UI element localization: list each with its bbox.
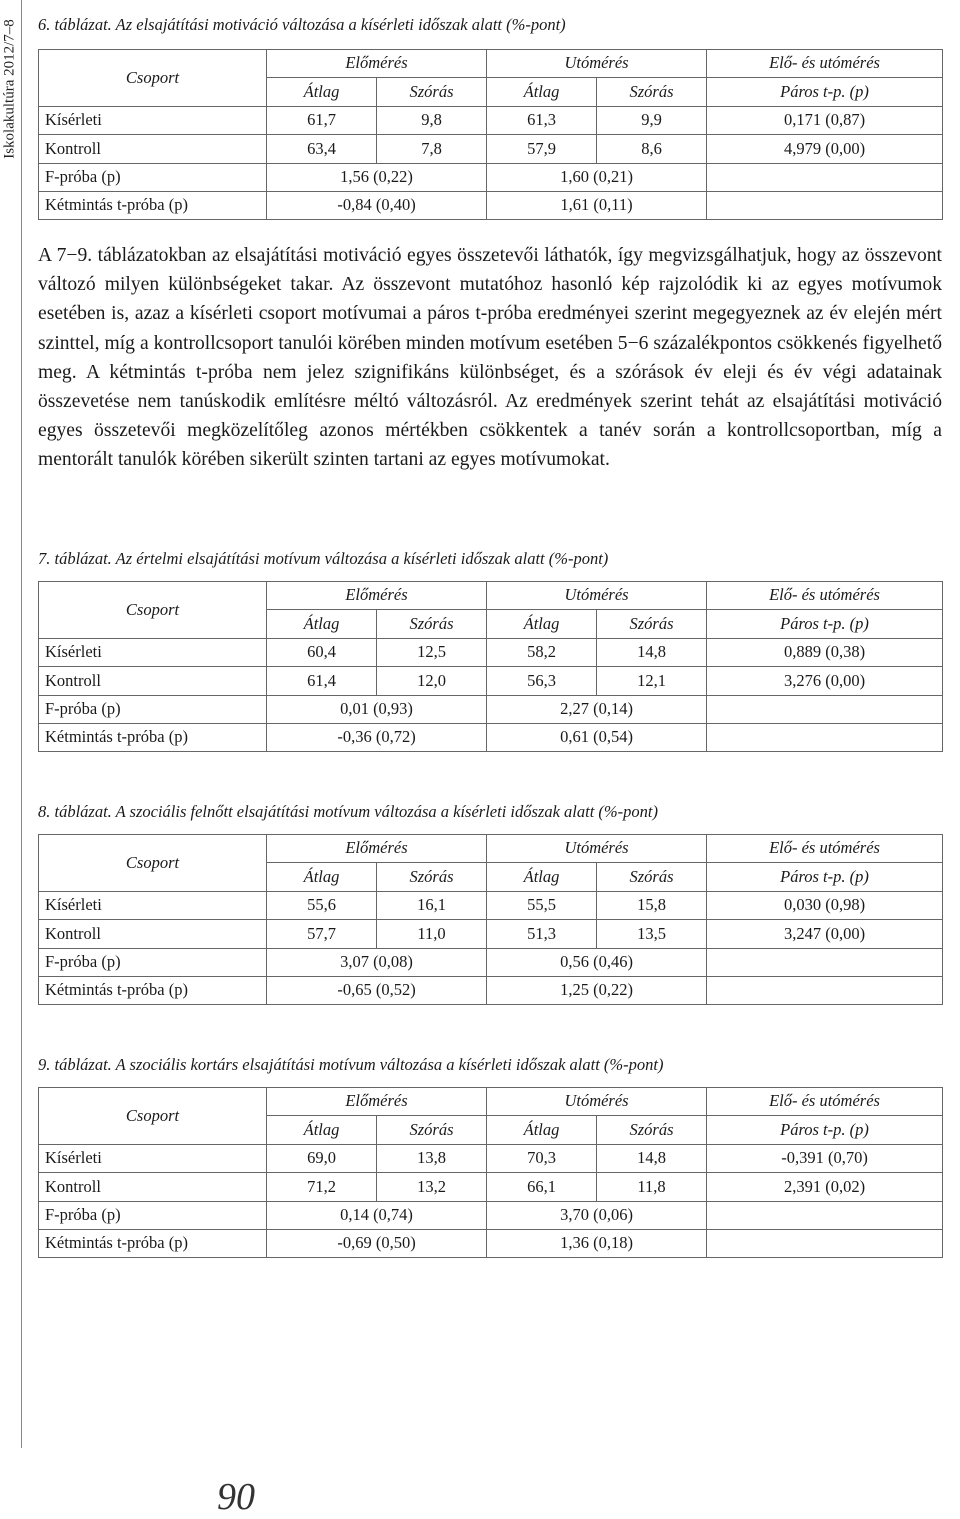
header-pre: Előmérés: [267, 1088, 487, 1116]
header-group: Csoport: [39, 50, 267, 107]
table-cell: 12,0: [377, 667, 487, 695]
table-cell: 3,07 (0,08): [267, 948, 487, 976]
table-cell: 56,3: [487, 667, 597, 695]
row-label: Kétmintás t-próba (p): [39, 723, 267, 751]
row-label: Kontroll: [39, 920, 267, 948]
table-7-caption: [38, 549, 942, 569]
table-row: [39, 191, 943, 219]
table-cell: 1,61 (0,11): [487, 191, 707, 219]
header-paired-t: Páros t-p. (p): [707, 1116, 943, 1144]
table-7-number: 7. táblázat.: [38, 549, 112, 568]
table-cell: 0,56 (0,46): [487, 948, 707, 976]
header-paired-t: Páros t-p. (p): [707, 78, 943, 106]
table-cell: 9,8: [377, 106, 487, 134]
header-prepost: Elő- és utómérés: [707, 582, 943, 610]
table-cell: 11,0: [377, 920, 487, 948]
table-cell: 57,9: [487, 135, 597, 163]
row-label: Kétmintás t-próba (p): [39, 976, 267, 1004]
header-pre: Előmérés: [267, 835, 487, 863]
table-cell-empty: [707, 191, 943, 219]
header-group: Csoport: [39, 582, 267, 639]
header-sd: Szórás: [597, 610, 707, 638]
table-8: [38, 834, 943, 1005]
table-cell: 2,391 (0,02): [707, 1173, 943, 1201]
table-cell: -0,65 (0,52): [267, 976, 487, 1004]
table-row: [39, 1229, 943, 1257]
header-prepost: Elő- és utómérés: [707, 50, 943, 78]
table-cell: 8,6: [597, 135, 707, 163]
row-label: Kísérleti: [39, 106, 267, 134]
table-6-caption: [38, 15, 942, 35]
table-row: [39, 835, 943, 863]
row-label: Kísérleti: [39, 891, 267, 919]
header-group: Csoport: [39, 1088, 267, 1145]
table-cell-empty: [707, 976, 943, 1004]
row-label: Kétmintás t-próba (p): [39, 1229, 267, 1257]
table-cell: 70,3: [487, 1144, 597, 1172]
header-post: Utómérés: [487, 582, 707, 610]
table-row: [39, 1144, 943, 1172]
table-9-caption: [38, 1055, 942, 1075]
table-cell: 7,8: [377, 135, 487, 163]
table-6-number: 6. táblázat.: [38, 15, 112, 34]
table-cell: 14,8: [597, 638, 707, 666]
table-cell: 63,4: [267, 135, 377, 163]
header-mean: Átlag: [487, 610, 597, 638]
table-cell: 61,4: [267, 667, 377, 695]
table-cell-empty: [707, 1201, 943, 1229]
table-row: [39, 891, 943, 919]
row-label: Kísérleti: [39, 638, 267, 666]
table-cell: 61,3: [487, 106, 597, 134]
table-cell: -0,69 (0,50): [267, 1229, 487, 1257]
table-8-caption: [38, 802, 942, 822]
header-mean: Átlag: [487, 1116, 597, 1144]
table-cell: 1,36 (0,18): [487, 1229, 707, 1257]
header-mean: Átlag: [267, 863, 377, 891]
table-cell: 9,9: [597, 106, 707, 134]
header-mean: Átlag: [267, 1116, 377, 1144]
table-cell-empty: [707, 695, 943, 723]
table-row: [39, 1173, 943, 1201]
table-cell: 16,1: [377, 891, 487, 919]
table-cell: 13,8: [377, 1144, 487, 1172]
header-post: Utómérés: [487, 835, 707, 863]
table-cell: 60,4: [267, 638, 377, 666]
header-sd: Szórás: [597, 78, 707, 106]
table-6-title: Az elsajátítási motiváció változása a kísérleti időszak alatt (%-pont): [115, 15, 566, 34]
row-label: F-próba (p): [39, 163, 267, 191]
table-cell: 0,171 (0,87): [707, 106, 943, 134]
row-label: F-próba (p): [39, 695, 267, 723]
header-prepost: Elő- és utómérés: [707, 1088, 943, 1116]
table-cell: 2,27 (0,14): [487, 695, 707, 723]
table-cell: 57,7: [267, 920, 377, 948]
table-row: [39, 976, 943, 1004]
header-pre: Előmérés: [267, 50, 487, 78]
header-group: Csoport: [39, 835, 267, 892]
body-paragraph: A 7−9. táblázatokban az elsajátítási motiváció egyes összetevői láthatók, így megvizsgálhatjuk, hogy az összevont változó milyen különbségeket takar. Az összevont mutatóhoz hasonló kép rajzolódik ki az egyes motívumok esetében is, azaz a kísérleti csoport motívumai a páros t-próba eredményei szerint megegyeznek az év elején mért szinttel, míg a kontrollcsoport tanulói körében minden motívum esetében 5−6 százalékpontos csökkenés figyelhető meg. A kétmintás t-próba nem jelez szignifikáns különbséget, és a szórások év eleji és év végi adatainak összevetése nem tanúskodik említésre méltó változásról. Az eredmények szerint tehát az elsajátítási motiváció egyes összetevői megközelítőleg azonos mértékben csökkentek a tanév során a kontrollcsoportban, míg a mentorált tanulók körében sikerült szinten tartani az egyes motívumokat.: [38, 245, 942, 471]
table-cell: 11,8: [597, 1173, 707, 1201]
header-paired-t: Páros t-p. (p): [707, 610, 943, 638]
table-8-title: A szociális felnőtt elsajátítási motívum változása a kísérleti időszak alatt (%-pont): [115, 802, 658, 821]
table-cell: 55,5: [487, 891, 597, 919]
table-cell: 71,2: [267, 1173, 377, 1201]
header-sd: Szórás: [377, 1116, 487, 1144]
header-mean: Átlag: [487, 863, 597, 891]
table-cell: 3,276 (0,00): [707, 667, 943, 695]
header-mean: Átlag: [267, 78, 377, 106]
table-cell-empty: [707, 723, 943, 751]
table-7: [38, 581, 943, 752]
table-cell: 3,247 (0,00): [707, 920, 943, 948]
table-cell: 69,0: [267, 1144, 377, 1172]
table-cell: 58,2: [487, 638, 597, 666]
table-cell-empty: [707, 163, 943, 191]
table-9: [38, 1087, 943, 1258]
table-cell: 4,979 (0,00): [707, 135, 943, 163]
table-row: [39, 948, 943, 976]
table-cell: 0,889 (0,38): [707, 638, 943, 666]
table-cell: 12,1: [597, 667, 707, 695]
table-cell: 51,3: [487, 920, 597, 948]
header-post: Utómérés: [487, 50, 707, 78]
table-row: [39, 638, 943, 666]
table-9-number: 9. táblázat.: [38, 1055, 112, 1074]
table-row: [39, 135, 943, 163]
header-sd: Szórás: [597, 1116, 707, 1144]
table-row: [39, 106, 943, 134]
table-row: [39, 920, 943, 948]
table-6: [38, 49, 943, 220]
header-mean: Átlag: [267, 610, 377, 638]
table-7-title: Az értelmi elsajátítási motívum változása a kísérleti időszak alatt (%-pont): [115, 549, 609, 568]
table-row: [39, 1201, 943, 1229]
side-divider: [21, 0, 22, 1448]
table-9-title: A szociális kortárs elsajátítási motívum változása a kísérleti időszak alatt (%-pont): [115, 1055, 664, 1074]
header-pre: Előmérés: [267, 582, 487, 610]
table-row: [39, 1088, 943, 1116]
header-mean: Átlag: [487, 78, 597, 106]
journal-name: Iskolakultúra 2012/7–8: [1, 19, 18, 159]
row-label: Kontroll: [39, 135, 267, 163]
header-sd: Szórás: [377, 610, 487, 638]
table-cell-empty: [707, 1229, 943, 1257]
row-label: F-próba (p): [39, 1201, 267, 1229]
table-cell: 0,030 (0,98): [707, 891, 943, 919]
journal-side-label: [0, 0, 20, 178]
table-cell: 12,5: [377, 638, 487, 666]
table-cell: 0,01 (0,93): [267, 695, 487, 723]
table-cell: -0,36 (0,72): [267, 723, 487, 751]
table-cell: 1,56 (0,22): [267, 163, 487, 191]
table-cell: -0,84 (0,40): [267, 191, 487, 219]
table-cell: 13,2: [377, 1173, 487, 1201]
table-cell-empty: [707, 948, 943, 976]
table-cell: 66,1: [487, 1173, 597, 1201]
header-sd: Szórás: [377, 78, 487, 106]
table-cell: 0,61 (0,54): [487, 723, 707, 751]
table-row: [39, 723, 943, 751]
table-cell: -0,391 (0,70): [707, 1144, 943, 1172]
table-row: [39, 163, 943, 191]
header-prepost: Elő- és utómérés: [707, 835, 943, 863]
row-label: F-próba (p): [39, 948, 267, 976]
header-sd: Szórás: [597, 863, 707, 891]
table-row: [39, 582, 943, 610]
table-cell: 13,5: [597, 920, 707, 948]
table-cell: 3,70 (0,06): [487, 1201, 707, 1229]
table-row: [39, 50, 943, 78]
table-cell: 61,7: [267, 106, 377, 134]
row-label: Kísérleti: [39, 1144, 267, 1172]
row-label: Kontroll: [39, 1173, 267, 1201]
table-row: [39, 695, 943, 723]
row-label: Kontroll: [39, 667, 267, 695]
table-cell: 0,14 (0,74): [267, 1201, 487, 1229]
table-cell: 14,8: [597, 1144, 707, 1172]
row-label: Kétmintás t-próba (p): [39, 191, 267, 219]
table-cell: 1,25 (0,22): [487, 976, 707, 1004]
header-sd: Szórás: [377, 863, 487, 891]
table-cell: 15,8: [597, 891, 707, 919]
page-number: 90: [217, 1476, 255, 1518]
table-cell: 55,6: [267, 891, 377, 919]
header-paired-t: Páros t-p. (p): [707, 863, 943, 891]
table-8-number: 8. táblázat.: [38, 802, 112, 821]
table-cell: 1,60 (0,21): [487, 163, 707, 191]
header-post: Utómérés: [487, 1088, 707, 1116]
table-row: [39, 667, 943, 695]
